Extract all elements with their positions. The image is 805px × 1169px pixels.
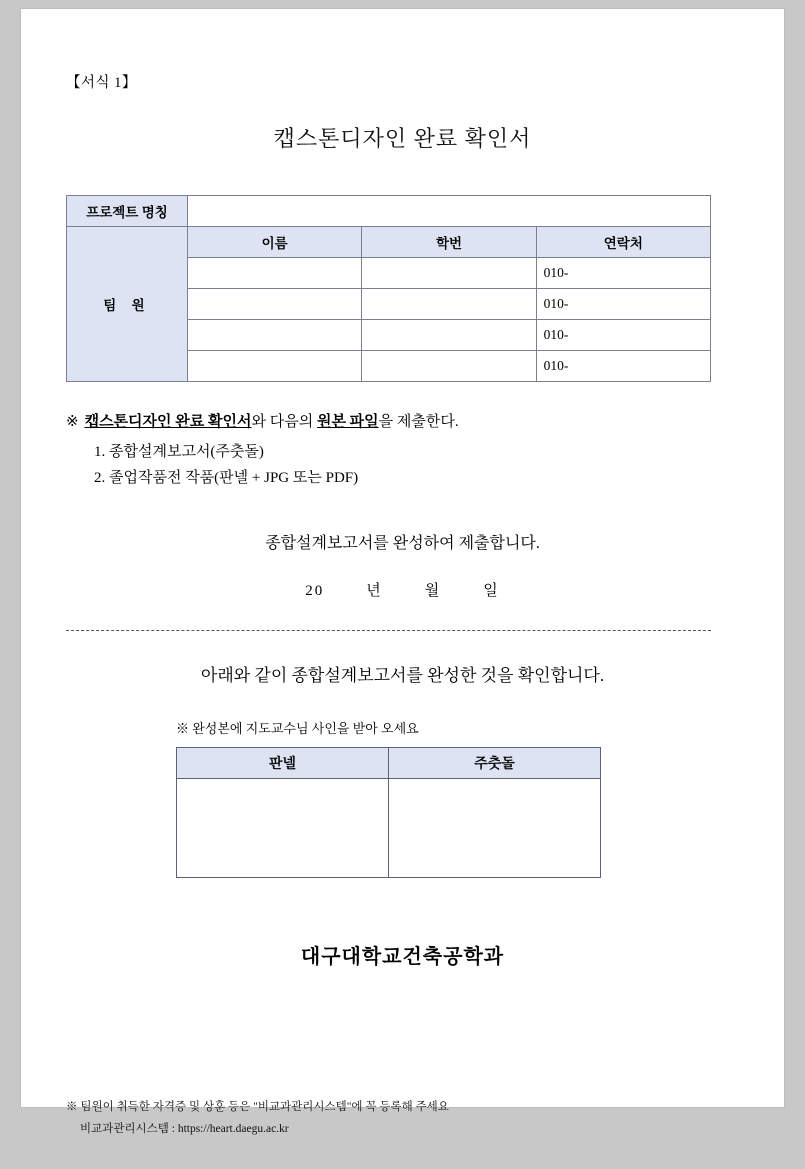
footer-note: ※ 팀원이 취득한 자격증 및 상훈 등은 "비교과관리시스템"에 꼭 등록해 주세요 (66, 1101, 449, 1114)
team-info-table (66, 195, 711, 382)
notice-text-end: 을 제출한다. (378, 414, 459, 430)
column-header-panel: 판넬 (177, 747, 389, 778)
team-label: 팀 원 (67, 227, 188, 382)
date-year-prefix: 20 (305, 582, 325, 599)
date-day-unit: 일 (483, 582, 500, 599)
project-name-value[interactable] (188, 196, 711, 227)
list-item: 2. 졸업작품전 작품(판넬 + JPG 또는 PDF) (94, 470, 359, 487)
signature-table (176, 747, 601, 878)
signature-cell-panel[interactable] (177, 778, 389, 877)
member-contact[interactable]: 010- (536, 289, 710, 320)
footer-url: 비교과관리시스템 : https://heart.daegu.ac.kr (80, 1123, 289, 1136)
date-month-unit: 월 (424, 582, 442, 599)
column-header-name: 이름 (188, 227, 362, 258)
submission-notice (66, 410, 739, 431)
document-page (20, 8, 785, 1136)
confirm-statement: 아래와 같이 종합설계보고서를 완성한 것을 확인합니다. (200, 665, 605, 685)
signature-note: ※ 완성본에 지도교수님 사인을 받아 오세요 (176, 720, 419, 736)
project-name-label: 프로젝트 명칭 (67, 196, 188, 227)
member-contact[interactable]: 010- (536, 351, 710, 382)
column-header-cornerstone: 주춧돌 (389, 747, 601, 778)
submit-statement: 종합설계보고서를 완성하여 제출합니다. (265, 534, 540, 552)
member-student-id[interactable] (362, 351, 536, 382)
column-header-student-id: 학번 (362, 227, 536, 258)
footer (66, 1097, 449, 1141)
member-contact[interactable]: 010- (536, 320, 710, 351)
table-row (67, 196, 711, 227)
table-header-row (177, 747, 601, 778)
notice-emphasis-document: 캡스톤디자인 완료 확인서 (84, 414, 252, 430)
member-contact[interactable]: 010- (536, 258, 710, 289)
department-name: 대구대학교건축공학과 (300, 945, 505, 968)
column-header-contact: 연락처 (536, 227, 710, 258)
member-student-id[interactable] (362, 289, 536, 320)
submission-list (94, 439, 739, 492)
table-header-row (67, 227, 711, 258)
date-year-unit: 년 (366, 582, 383, 599)
member-student-id[interactable] (362, 258, 536, 289)
table-row (177, 778, 601, 877)
form-tag: 【서식 1】 (66, 75, 137, 91)
divider (66, 630, 711, 631)
member-student-id[interactable] (362, 320, 536, 351)
member-name[interactable] (188, 258, 362, 289)
page-title: 캡스톤디자인 완료 확인서 (273, 126, 532, 151)
notice-star-icon: ※ (66, 414, 79, 430)
notice-emphasis-file: 원본 파일 (316, 414, 379, 430)
signature-cell-cornerstone[interactable] (389, 778, 601, 877)
notice-text-middle: 와 다음의 (251, 414, 317, 430)
member-name[interactable] (188, 320, 362, 351)
member-name[interactable] (188, 351, 362, 382)
date-line (66, 579, 739, 600)
list-item: 1. 종합설계보고서(주춧돌) (94, 444, 264, 460)
member-name[interactable] (188, 289, 362, 320)
